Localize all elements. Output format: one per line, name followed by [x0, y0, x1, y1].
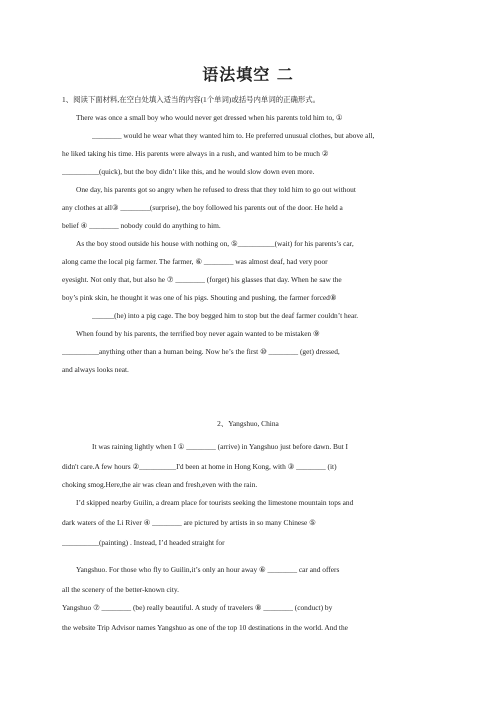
- part1-line: boy’s pink skin, he thought it was one of his pigs. Shouting and pushing, the farmer forced⑧: [62, 293, 337, 302]
- part1-line: and always looks neat.: [62, 365, 129, 374]
- part1-line: any clothes at all③ ________(surprise), the boy followed his parents out of the door. He held a: [62, 203, 343, 212]
- part2-line: all the scenery of the better-known city.: [62, 585, 179, 594]
- part2-line: I’d skipped nearby Guilin, a dream place for tourists seeking the limestone mountain tops and: [76, 498, 354, 507]
- part2-heading: 2、Yangshuo, China: [217, 419, 279, 428]
- part1-line: There was once a small boy who would never get dressed when his parents told him to, ①: [76, 113, 343, 122]
- part1-line: One day, his parents got so angry when he refused to dress that they told him to go out without: [76, 185, 356, 194]
- part1-instruction: 1、阅读下面材料,在空白处填入适当的内容(1个单词)或括号内单词的正确形式。: [62, 95, 321, 104]
- part2-line: the website Trip Advisor names Yangshuo as one of the top 10 destinations in the world. And the: [62, 623, 348, 632]
- part1-line: he liked taking his time. His parents were always in a rush, and wanted him to be much ②: [62, 149, 329, 158]
- part1-line: __________(quick), but the boy didn’t like this, and he would slow down even more.: [62, 167, 315, 176]
- part2-line: dark waters of the Li River ④ ________ are pictured by artists in so many Chinese ⑤: [62, 518, 316, 527]
- part2-line: choking smog.Here,the air was clean and fresh,even with the rain.: [62, 480, 258, 489]
- part1-line: ________ would he wear what they wanted him to. He preferred unusual clothes, but above all,: [92, 131, 375, 140]
- part1-line: eyesight. Not only that, but also he ⑦ ________ (forget) his glasses that day. When he saw the: [62, 275, 342, 284]
- part2-line: __________(painting) . Instead, I’d headed straight for: [62, 538, 225, 547]
- part1-line: As the boy stood outside his house with nothing on, ⑤__________(wait) for his parents’s car,: [76, 239, 354, 248]
- part1-line: belief ④ ________ nobody could do anything to him.: [62, 221, 221, 230]
- part2-line: It was raining lightly when I ① ________ (arrive) in Yangshuo just before dawn. But I: [92, 442, 349, 451]
- part1-line: When found by his parents, the terrified boy never again wanted to be mistaken ⑨: [76, 329, 320, 338]
- part2-line: didn't care.A few hours ②__________I'd been at home in Hong Kong, with ③ ________ (it): [62, 462, 337, 471]
- part2-line: Yangshuo. For those who fly to Guilin,it’s only an hour away ⑥ ________ car and offers: [76, 565, 340, 574]
- document-title: 语法填空 二: [202, 65, 294, 84]
- part1-line: __________anything other than a human being. Now he’s the first ⑩ ________ (get) dressed,: [62, 347, 340, 356]
- part1-line: ______(he) into a pig cage. The boy begged him to stop but the deaf farmer couldn’t hear.: [92, 311, 359, 320]
- part2-line: Yangshuo ⑦ ________ (be) really beautiful. A study of travelers ⑧ ________ (conduct) by: [62, 603, 333, 612]
- part1-line: along came the local pig farmer. The farmer, ⑥ ________ was almost deaf, had very poor: [62, 257, 328, 266]
